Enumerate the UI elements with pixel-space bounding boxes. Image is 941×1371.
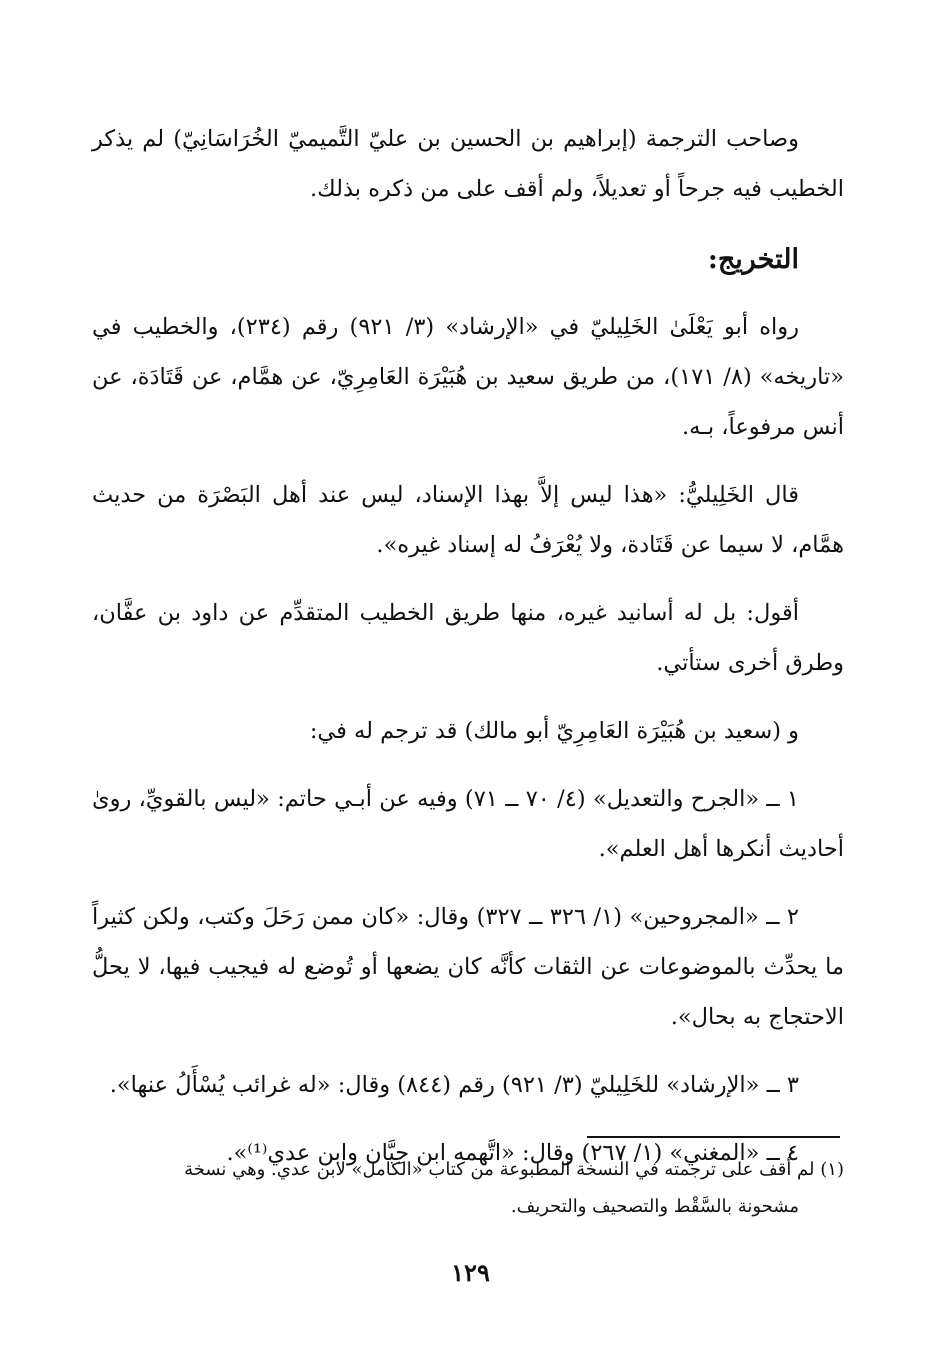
list-item-4: ٤ ــ «المغني» (١/ ٢٦٧) وقال: «اتَّهمه ابن حِبَّان وابن عدي⁽¹⁾».: [226, 1140, 799, 1166]
footnote: [92, 1151, 844, 1225]
footnote-marker: (١): [820, 1159, 844, 1180]
paragraph-khalili-quote: قال الخَلِيليُّ: «هذا ليس إلاَّ بهذا الإسناد، ليس عند أهل البَصْرَة من حديث همَّام، لا سيما عن قَتَادة، ولا يُعْرَفُ له إسناد غيره».: [92, 482, 844, 558]
paragraph-biography-intro: و (سعيد بن هُبَيْرَة العَامِرِيّ أبو مالك) قد ترجم له في:: [309, 718, 799, 744]
footnote-line-2: مشحونة بالسَّقْط والتصحيف والتحريف.: [510, 1196, 799, 1217]
paragraph-translation-note: وصاحب الترجمة (إبراهيم بن الحسين بن عليّ التَّميميّ الخُرَاسَانِيّ) لم يذكر الخطيب فيه جرحاً أو تعديلاً، ولم أقف على من ذكره بذلك.: [92, 126, 844, 202]
footnote-divider: [587, 1136, 840, 1138]
list-item-2: ٢ ــ «المجروحين» (١/ ٣٢٦ ــ ٣٢٧) وقال: «كان ممن رَحَلَ وكتب، ولكن كثيراً ما يحدِّث بالموضوعات عن الثقات كأنَّه كان يضعها أو تُوضع له فيجيب فيها، لا يحلُّ الاحتجاج به بحال».: [92, 904, 844, 1030]
paragraph-narration: رواه أبو يَعْلَىٰ الخَلِيليّ في «الإرشاد» (٣/ ٩٢١) رقم (٢٣٤)، والخطيب في «تاريخه» (٨/ ١٧١)، من طريق سعيد بن هُبَيْرَة العَامِرِيّ، عن همَّام، عن قَتَادَة، عن أنس مرفوعاً، بـه.: [92, 314, 845, 440]
page-number: ١٢٩: [451, 1258, 490, 1287]
section-heading: التخريج:: [707, 244, 799, 275]
footnote-line-1: لم أقف على ترجمته في النسخة المطبوعة من كتاب «الكامل» لابن عدي. وهي نسخة: [184, 1159, 815, 1180]
list-item-1: ١ ــ «الجرح والتعديل» (٤/ ٧٠ ــ ٧١) وفيه عن أبـي حاتم: «ليس بالقويِّ، روىٰ أحاديث أنكرها أهل العلم».: [92, 786, 844, 862]
paragraph-author-comment: أقول: بل له أسانيد غيره، منها طريق الخطيب المتقدِّم عن داود بن عفَّان، وطرق أخرى ستأتي.: [92, 600, 844, 676]
main-text: [92, 114, 844, 1196]
list-item-3: ٣ ــ «الإرشاد» للخَلِيليّ (٣/ ٩٢١) رقم (٨٤٤) وقال: «له غرائب يُسْأَلُ عنها».: [109, 1072, 799, 1098]
